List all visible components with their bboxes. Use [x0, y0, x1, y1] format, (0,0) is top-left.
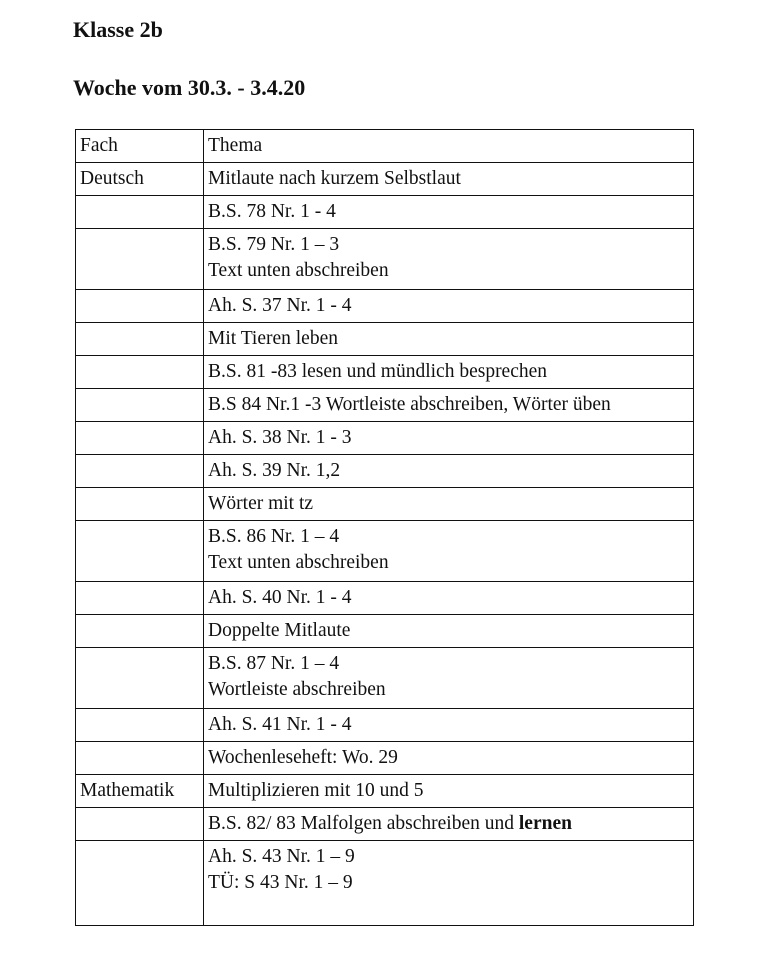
fach-cell — [76, 521, 204, 582]
thema-line: B.S. 81 -83 lesen und mündlich besprechen — [208, 361, 548, 382]
thema-line: Ah. S. 37 Nr. 1 - 4 — [208, 295, 352, 316]
table-row — [76, 422, 694, 455]
thema-bold-text: lernen — [518, 813, 572, 834]
thema-line: B.S. 78 Nr. 1 - 4 — [208, 201, 336, 222]
fach-cell — [76, 582, 204, 615]
thema-cell — [204, 163, 694, 196]
table-row — [76, 615, 694, 648]
thema-cell — [204, 648, 694, 709]
thema-line: Doppelte Mitlaute — [208, 620, 351, 641]
fach-cell: Mathematik — [76, 775, 204, 808]
thema-line: Mitlaute nach kurzem Selbstlaut — [208, 168, 461, 189]
thema-line: Text unten abschreiben — [208, 260, 389, 281]
fach-cell — [76, 229, 204, 290]
thema-line: B.S. 86 Nr. 1 – 4 — [208, 526, 340, 547]
table-row — [76, 455, 694, 488]
assignment-table — [75, 129, 694, 926]
table-row — [76, 323, 694, 356]
thema-cell — [204, 582, 694, 615]
table-row — [76, 582, 694, 615]
thema-cell — [204, 455, 694, 488]
table-row — [76, 356, 694, 389]
thema-line: Ah. S. 39 Nr. 1,2 — [208, 460, 341, 481]
fach-cell — [76, 356, 204, 389]
thema-line: TÜ: S 43 Nr. 1 – 9 — [208, 872, 353, 893]
thema-cell — [204, 709, 694, 742]
table-row — [76, 521, 694, 582]
table-row — [76, 196, 694, 229]
fach-cell — [76, 455, 204, 488]
thema-cell — [204, 841, 694, 926]
thema-cell — [204, 615, 694, 648]
fach-cell — [76, 323, 204, 356]
thema-line: Wochenleseheft: Wo. 29 — [208, 747, 398, 768]
thema-cell — [204, 422, 694, 455]
thema-line: Ah. S. 40 Nr. 1 - 4 — [208, 587, 352, 608]
header-thema: Thema — [204, 130, 694, 163]
fach-cell — [76, 389, 204, 422]
table-row — [76, 229, 694, 290]
page-title: Klasse 2b — [73, 17, 163, 42]
table-row — [76, 163, 694, 196]
fach-cell — [76, 742, 204, 775]
thema-line: B.S 84 Nr.1 -3 Wortleiste abschreiben, Wörter üben — [208, 394, 611, 415]
table-row — [76, 709, 694, 742]
thema-line: B.S. 87 Nr. 1 – 4 — [208, 653, 340, 674]
table-row — [76, 808, 694, 841]
table-row — [76, 841, 694, 926]
fach-cell — [76, 808, 204, 841]
table-row — [76, 648, 694, 709]
thema-cell — [204, 742, 694, 775]
fach-cell — [76, 615, 204, 648]
table-header-row — [76, 130, 694, 163]
fach-cell — [76, 196, 204, 229]
fach-cell — [76, 841, 204, 926]
thema-cell — [204, 290, 694, 323]
thema-cell — [204, 389, 694, 422]
thema-line: Multiplizieren mit 10 und 5 — [208, 780, 424, 801]
table-row — [76, 389, 694, 422]
thema-line: B.S. 79 Nr. 1 – 3 — [208, 234, 340, 255]
fach-cell — [76, 648, 204, 709]
table-row — [76, 290, 694, 323]
thema-cell — [204, 808, 694, 841]
fach-cell: Deutsch — [76, 163, 204, 196]
fach-cell — [76, 488, 204, 521]
fach-cell — [76, 709, 204, 742]
thema-cell — [204, 196, 694, 229]
thema-line: Wortleiste abschreiben — [208, 679, 386, 700]
table-row — [76, 488, 694, 521]
thema-line: Wörter mit tz — [208, 493, 314, 514]
thema-cell — [204, 229, 694, 290]
fach-cell — [76, 290, 204, 323]
header-fach: Fach — [76, 130, 204, 163]
thema-cell — [204, 356, 694, 389]
thema-cell — [204, 323, 694, 356]
thema-cell — [204, 775, 694, 808]
thema-line: Ah. S. 38 Nr. 1 - 3 — [208, 427, 352, 448]
table-row — [76, 742, 694, 775]
thema-line: Ah. S. 43 Nr. 1 – 9 — [208, 846, 355, 867]
thema-line: Ah. S. 41 Nr. 1 - 4 — [208, 714, 352, 735]
thema-line: Text unten abschreiben — [208, 552, 389, 573]
thema-cell — [204, 521, 694, 582]
thema-text: B.S. 82/ 83 Malfolgen abschreiben und — [208, 813, 519, 834]
table-row — [76, 775, 694, 808]
thema-line: Mit Tieren leben — [208, 328, 338, 349]
fach-cell — [76, 422, 204, 455]
week-subtitle: Woche vom 30.3. - 3.4.20 — [73, 75, 306, 100]
thema-cell — [204, 488, 694, 521]
